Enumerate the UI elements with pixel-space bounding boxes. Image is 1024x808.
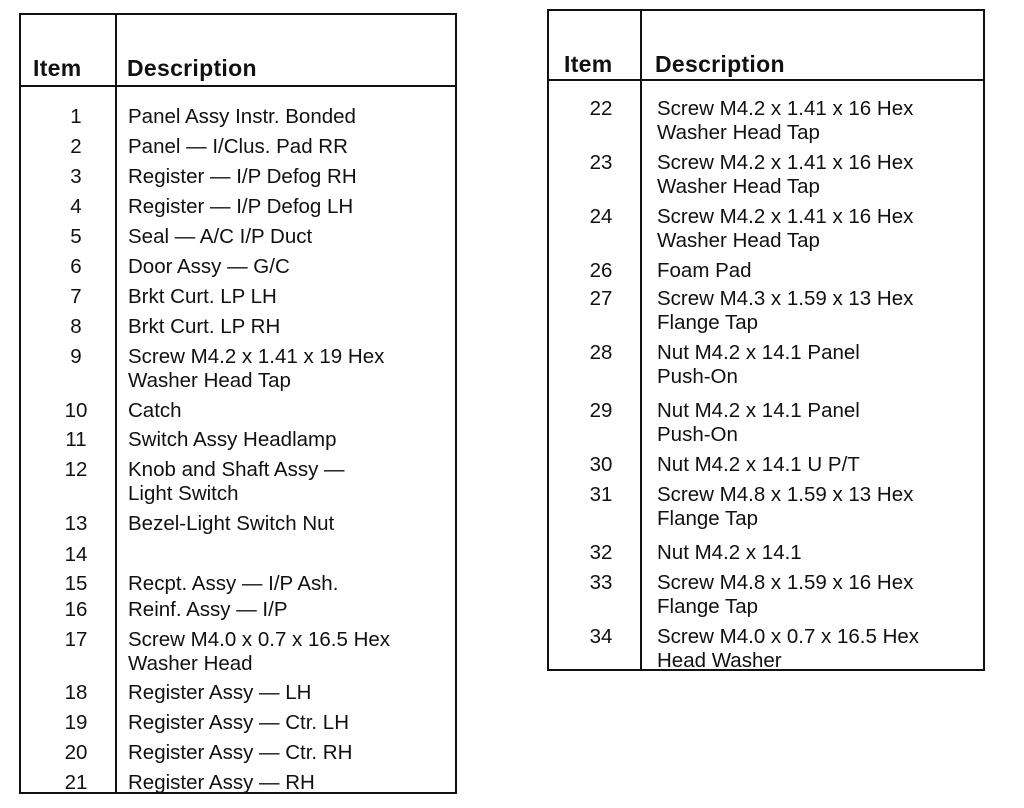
description-line: Door Assy — G/C [128,255,290,278]
item-number: 27 [589,287,613,310]
description-line: Push-On [657,365,738,388]
item-number: 29 [589,399,613,422]
item-number: 8 [70,315,82,338]
item-number: 15 [64,572,88,595]
item-description [657,97,913,145]
description-line: Panel Assy Instr. Bonded [128,105,356,128]
item-number: 33 [589,571,613,594]
description-line: Bezel-Light Switch Nut [128,512,335,535]
description-line: Reinf. Assy — I/P [128,598,288,621]
item-number: 20 [64,741,88,764]
description-line: Washer Head Tap [657,229,820,252]
item-number: 10 [64,399,88,422]
item-number: 30 [589,453,613,476]
item-number: 2 [70,135,82,158]
description-line: Light Switch [128,482,239,505]
description-line: Register — I/P Defog LH [128,195,354,218]
description-line: Push-On [657,423,738,446]
item-description [128,105,356,129]
item-number: 23 [589,151,613,174]
item-description [128,135,348,159]
column-header-item: Item [564,51,613,77]
description-line: Nut M4.2 x 14.1 U P/T [657,453,860,476]
item-number: 31 [589,483,613,506]
item-description [657,541,802,565]
item-number: 21 [64,771,88,794]
item-description [128,628,390,676]
item-description [657,399,860,447]
description-line: Seal — A/C I/P Duct [128,225,313,248]
item-description [657,625,919,673]
item-description [657,205,913,253]
description-line: Screw M4.2 x 1.41 x 16 Hex [657,97,914,120]
item-description [128,771,315,795]
column-header-item: Item [33,55,82,81]
description-line: Washer Head Tap [657,175,820,198]
item-number: 6 [70,255,82,278]
item-description [128,741,352,765]
description-line: Nut M4.2 x 14.1 [657,541,802,564]
item-description [128,572,338,596]
header-divider [549,79,983,81]
description-line: Knob and Shaft Assy — [128,458,345,481]
description-line: Screw M4.8 x 1.59 x 13 Hex [657,483,914,506]
parts-table-left [19,13,457,794]
description-line: Catch [128,399,182,422]
description-line: Foam Pad [657,259,752,282]
item-description [128,598,288,622]
item-number: 7 [70,285,82,308]
description-line: Register Assy — LH [128,681,312,704]
description-line: Head Washer [657,649,782,672]
item-number: 17 [64,628,88,651]
description-line: Screw M4.0 x 0.7 x 16.5 Hex [657,625,920,648]
description-line: Register Assy — Ctr. LH [128,711,350,734]
description-line: Register — I/P Defog RH [128,165,357,188]
item-number: 9 [70,345,82,368]
item-number: 22 [589,97,613,120]
description-line: Register Assy — RH [128,771,315,794]
description-line: Washer Head Tap [657,121,820,144]
description-line: Screw M4.0 x 0.7 x 16.5 Hex [128,628,391,651]
description-line: Switch Assy Headlamp [128,428,337,451]
item-description [128,458,345,506]
description-line: Panel — I/Clus. Pad RR [128,135,348,158]
description-line: Recpt. Assy — I/P Ash. [128,572,339,595]
description-line: Washer Head [128,652,253,675]
item-number: 12 [64,458,88,481]
item-description [128,512,334,536]
item-number: 28 [589,341,613,364]
item-number: 4 [70,195,82,218]
item-number: 19 [64,711,88,734]
item-number: 14 [64,543,88,566]
item-description [657,151,913,199]
item-description [128,681,311,705]
description-line: Nut M4.2 x 14.1 Panel [657,399,860,422]
item-description [128,285,277,309]
item-description [128,711,349,735]
item-description [657,287,913,335]
item-number: 34 [589,625,613,648]
item-number: 5 [70,225,82,248]
item-number: 1 [70,105,82,128]
item-description [128,165,357,189]
item-description [657,341,860,389]
item-description [128,225,312,249]
description-line: Register Assy — Ctr. RH [128,741,353,764]
item-description [128,195,353,219]
description-line: Brkt Curt. LP LH [128,285,277,308]
description-line: Screw M4.3 x 1.59 x 13 Hex [657,287,914,310]
item-number: 32 [589,541,613,564]
description-line: Screw M4.2 x 1.41 x 19 Hex [128,345,385,368]
item-description [128,315,280,339]
description-line: Screw M4.2 x 1.41 x 16 Hex [657,151,914,174]
item-description [128,428,337,452]
item-number: 16 [64,598,88,621]
item-description [128,255,290,279]
description-line: Nut M4.2 x 14.1 Panel [657,341,860,364]
item-number: 26 [589,259,613,282]
item-number: 11 [65,428,87,451]
column-header-description: Description [655,51,785,77]
column-header-description: Description [127,55,257,81]
item-description [657,483,913,531]
description-line: Flange Tap [657,311,759,334]
item-description [128,345,384,393]
item-description [657,571,913,619]
item-number: 13 [64,512,88,535]
description-line: Screw M4.2 x 1.41 x 16 Hex [657,205,914,228]
item-number: 3 [70,165,82,188]
item-description [657,259,752,283]
item-number: 18 [64,681,88,704]
item-description [128,399,182,423]
item-number: 24 [589,205,613,228]
parts-table-right [547,9,985,671]
description-line: Flange Tap [657,595,759,618]
header-divider [21,85,455,87]
item-description [657,453,860,477]
description-line: Screw M4.8 x 1.59 x 16 Hex [657,571,914,594]
description-line: Flange Tap [657,507,759,530]
description-line: Brkt Curt. LP RH [128,315,281,338]
description-line: Washer Head Tap [128,369,291,392]
